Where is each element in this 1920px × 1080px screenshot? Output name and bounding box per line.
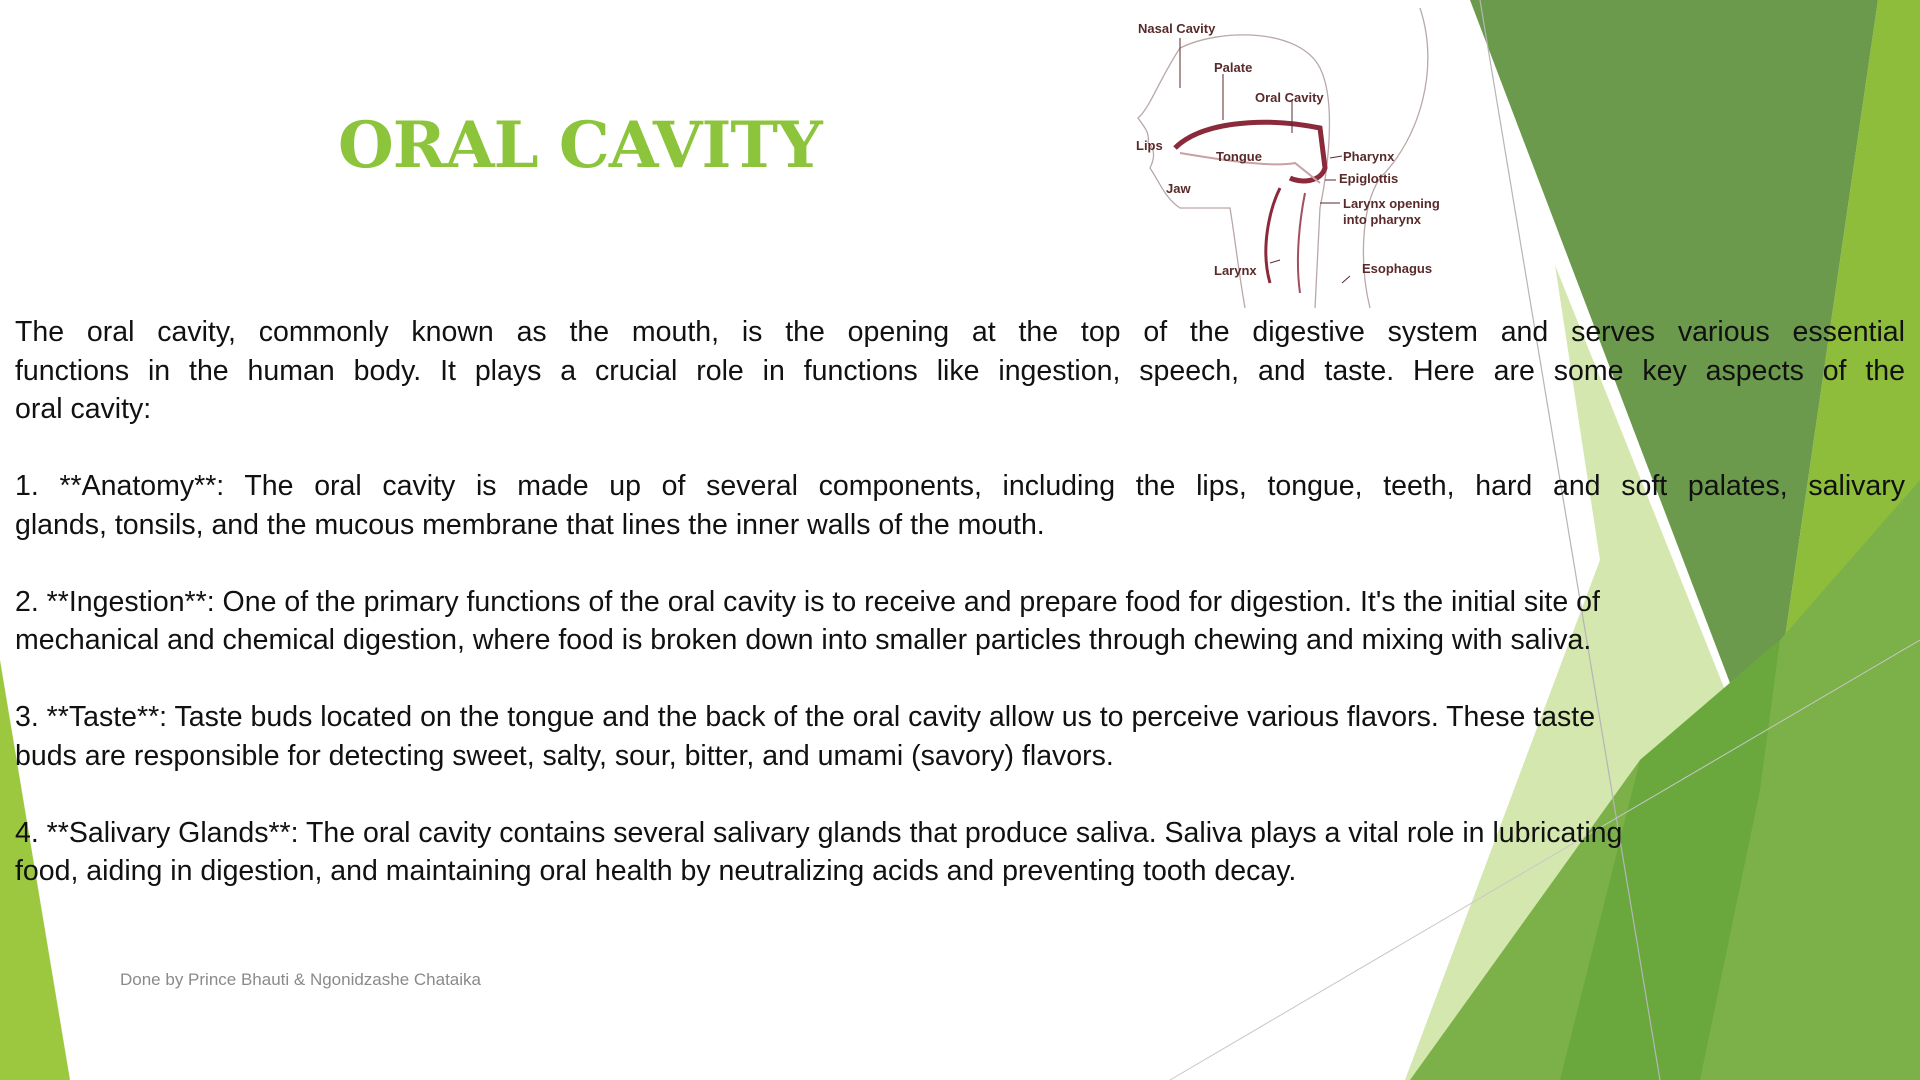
text-line: glands, tonsils, and the mucous membrane that lines the inner walls of the mouth. — [15, 508, 1045, 541]
text-line: 2. **Ingestion**: One of the primary functions of the oral cavity is to receive and prepare food for digestion. It's the initial site of — [15, 585, 1600, 618]
text-line: functions in the human body. It plays a crucial role in functions like ingestion, speech, and taste. Here are some key aspects of the — [15, 354, 1905, 387]
page-title: ORAL CAVITY — [338, 108, 822, 183]
text-line: 4. **Salivary Glands**: The oral cavity contains several salivary glands that produce saliva. Saliva plays a vital role in lubricating — [15, 816, 1623, 849]
label-palate: Palate — [1214, 60, 1253, 75]
text-line: 1. **Anatomy**: The oral cavity is made up of several components, including the lips, tongue, teeth, hard and soft palates, salivary — [15, 470, 1905, 502]
text-line: 3. **Taste**: Taste buds located on the tongue and the back of the oral cavity allow us to perceive various flavors. These taste — [15, 701, 1596, 733]
text-line: oral cavity: — [15, 393, 152, 425]
oral-cavity-diagram — [1120, 8, 1470, 318]
label-nasal-cavity: Nasal Cavity — [1138, 21, 1216, 36]
body-text — [15, 313, 1905, 891]
label-oral-cavity: Oral Cavity — [1255, 90, 1324, 105]
label-tongue: Tongue — [1216, 149, 1262, 164]
label-lips: Lips — [1136, 138, 1163, 153]
footer-credit: Done by Prince Bhauti & Ngonidzashe Chataika — [120, 970, 481, 989]
label-larynx-opening: Larynx opening — [1343, 196, 1440, 211]
label-into-pharynx: into pharynx — [1343, 212, 1422, 227]
text-line: The oral cavity, commonly known as the mouth, is the opening at the top of the digestive system and serves various essential — [15, 316, 1905, 348]
label-epiglottis: Epiglottis — [1339, 171, 1399, 186]
label-larynx: Larynx — [1214, 263, 1257, 278]
text-line: mechanical and chemical digestion, where food is broken down into smaller particles through chewing and mixing with saliva. — [15, 624, 1592, 656]
text-line: buds are responsible for detecting sweet, salty, sour, bitter, and umami (savory) flavors. — [15, 739, 1114, 772]
label-esophagus: Esophagus — [1362, 261, 1433, 276]
label-pharynx: Pharynx — [1343, 149, 1395, 164]
label-jaw: Jaw — [1166, 181, 1191, 196]
text-line: food, aiding in digestion, and maintaining oral health by neutralizing acids and preventing tooth decay. — [15, 855, 1297, 887]
